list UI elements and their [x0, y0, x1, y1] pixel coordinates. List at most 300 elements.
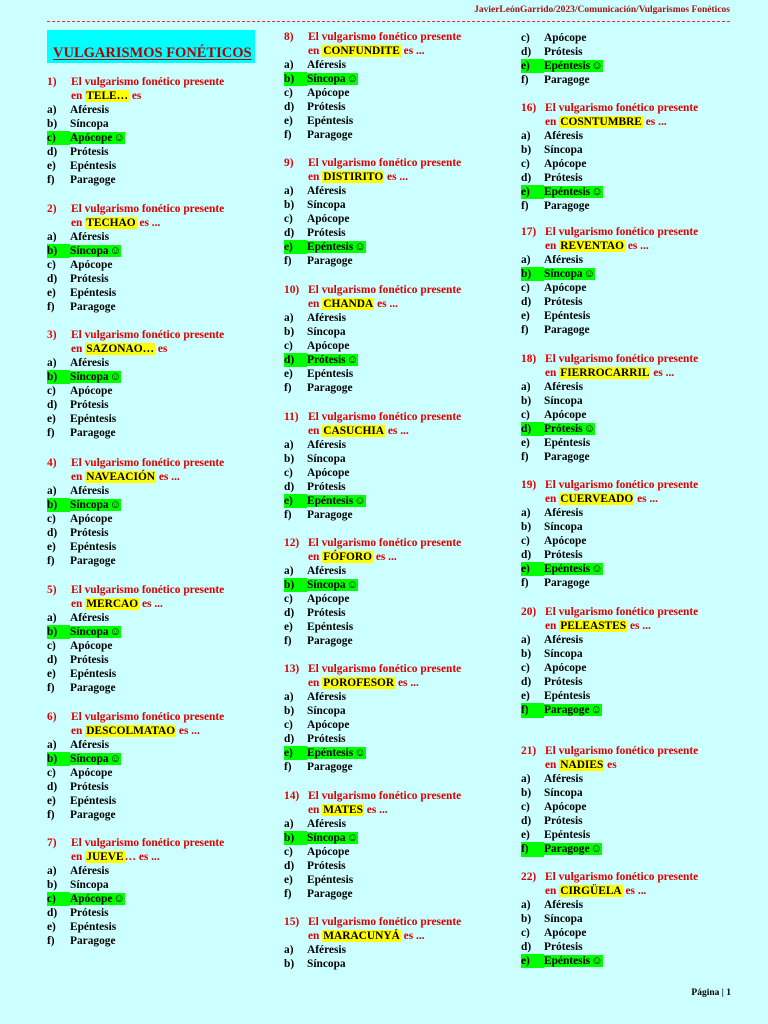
option: [521, 786, 761, 800]
option: [521, 534, 761, 548]
option: [47, 426, 287, 440]
option-letter: f): [284, 129, 292, 142]
smiley-icon: ☺: [346, 354, 359, 367]
option: [47, 286, 287, 300]
question-prefix: El vulgarismo fonético presente: [71, 837, 225, 849]
option-label: Prótesis: [70, 146, 109, 159]
option-label: Aféresis: [70, 104, 110, 116]
option-label: Síncopa: [307, 326, 346, 339]
option: [521, 828, 761, 842]
option: [521, 800, 761, 814]
option-letter: a): [284, 565, 294, 577]
option-letter: e): [521, 437, 530, 450]
option-letter: a): [521, 130, 531, 142]
option-label: Epéntesis: [70, 160, 117, 173]
option-label: Prótesis: [307, 227, 346, 240]
question-tail: es ...: [385, 425, 409, 437]
option: [521, 143, 761, 157]
option-letter: d): [284, 227, 295, 240]
option-correct: [47, 370, 287, 384]
option-letter: c): [284, 213, 293, 226]
option: [284, 859, 524, 873]
smiley-icon: ☺: [354, 241, 366, 254]
question-text-continued: en SAZONAO… es: [71, 343, 168, 355]
option-label: Aféresis: [307, 59, 347, 71]
option-letter: a): [521, 254, 531, 266]
option-label: Síncopa: [544, 648, 583, 661]
option-letter: b): [521, 521, 532, 534]
option-correct: [521, 267, 761, 281]
option-letter: e): [284, 115, 293, 128]
option-letter: a): [284, 818, 294, 830]
option: [521, 814, 761, 828]
smiley-icon: ☺: [590, 704, 603, 717]
question-text-continued: en MERCAO es ...: [71, 598, 163, 610]
option-correct: [47, 625, 287, 639]
option-correct: [47, 131, 287, 145]
question-text: [284, 283, 524, 297]
option: [284, 226, 524, 240]
option-letter: b): [521, 913, 532, 926]
option-label: Apócope: [544, 662, 587, 675]
option-label: Prótesis: [544, 46, 583, 59]
option-letter: d): [521, 172, 532, 185]
option: [47, 738, 287, 752]
question-prefix: El vulgarismo fonético presente: [71, 329, 225, 341]
highlighted-word: CIRGÜELA: [560, 885, 622, 897]
option: [284, 86, 524, 100]
question-number: 19): [521, 479, 537, 491]
option: [284, 704, 524, 718]
question-text-continued: en FÓFORO es ...: [308, 551, 397, 563]
question-text: [47, 836, 287, 850]
option-correct: [521, 562, 761, 576]
option-label: Apócope: [544, 535, 587, 548]
option-letter: e): [47, 795, 56, 808]
question-tail: es ...: [176, 725, 200, 737]
option: [521, 772, 761, 786]
option: [47, 540, 287, 554]
option: [284, 367, 524, 381]
highlighted-word: FÓFORO: [323, 551, 372, 563]
smiley-icon: ☺: [583, 268, 596, 281]
option: [47, 526, 287, 540]
option-label: Apócope: [544, 158, 587, 171]
option: [521, 157, 761, 171]
option-label: Síncopa: [544, 144, 583, 157]
question-number: 15): [284, 916, 300, 928]
question-tail: es ...: [372, 551, 397, 563]
option-letter: b): [47, 118, 58, 131]
option-letter: d): [284, 733, 295, 746]
option-label: Epéntesis: [544, 310, 591, 323]
option: [284, 438, 524, 452]
option-label: Síncopa: [70, 626, 109, 639]
option-label: Apócope: [307, 719, 350, 732]
option-label: Epéntesis: [70, 541, 117, 554]
option: [521, 647, 761, 661]
option-correct: [284, 240, 524, 254]
option-letter: f): [521, 74, 529, 87]
highlighted-word: SAZONAO…: [86, 343, 154, 355]
option-label: Aféresis: [544, 130, 584, 142]
option-label: Prótesis: [544, 423, 583, 436]
option-label: Apócope: [307, 340, 350, 353]
option-label: Síncopa: [307, 705, 346, 718]
option-label: Apócope: [544, 282, 587, 295]
option-correct: [521, 954, 761, 968]
option: [47, 145, 287, 159]
question-tail: es ...: [363, 804, 388, 816]
question-text-continued: en DESCOLMATAO es ...: [71, 725, 200, 737]
question-text-continued: en REVENTAO es ...: [545, 240, 649, 252]
question-block: [47, 75, 287, 188]
option-label: Prótesis: [307, 607, 346, 620]
option-label: Epéntesis: [307, 368, 354, 381]
option-letter: e): [47, 541, 56, 554]
question-number: 22): [521, 871, 537, 883]
option-letter: b): [521, 144, 532, 157]
smiley-icon: ☺: [583, 423, 596, 436]
option: [521, 73, 761, 87]
question-text: [521, 744, 761, 758]
question-text: [47, 583, 287, 597]
highlighted-word: NADIES: [560, 759, 604, 771]
option-letter: f): [521, 703, 544, 717]
option-label: Apócope: [70, 259, 113, 272]
option: [47, 173, 287, 187]
option-label: Aféresis: [70, 485, 110, 497]
option-label: Aféresis: [307, 439, 347, 451]
option-letter: b): [284, 705, 295, 718]
option-letter: f): [284, 509, 292, 522]
option-letter: e): [521, 185, 544, 199]
option-label: Epéntesis: [544, 829, 591, 842]
option-label: Aféresis: [307, 944, 347, 956]
option: [284, 690, 524, 704]
smiley-icon: ☺: [109, 753, 122, 766]
option-label: Síncopa: [307, 832, 346, 845]
option-letter: c): [521, 662, 530, 675]
highlighted-word: MERCAO: [86, 598, 139, 610]
option: [284, 480, 524, 494]
option: [47, 103, 287, 117]
option: [284, 325, 524, 339]
option-letter: c): [284, 340, 293, 353]
question-number: 14): [284, 790, 300, 802]
question-text-continued: en NAVEACIÓN es ...: [71, 471, 180, 483]
option-correct: [284, 72, 524, 86]
option-letter: b): [284, 578, 307, 592]
option-label: Prótesis: [70, 907, 109, 920]
highlighted-word: TELE…: [86, 90, 129, 102]
option-label: Aféresis: [70, 357, 110, 369]
option: [47, 258, 287, 272]
option-letter: c): [47, 131, 70, 145]
option-letter: e): [284, 494, 307, 508]
option-label: Epéntesis: [544, 690, 591, 703]
question-tail: es ...: [374, 298, 398, 310]
option-label: Prótesis: [70, 399, 109, 412]
question-number: 10): [284, 284, 300, 296]
option-letter: f): [47, 682, 55, 695]
question-text: [284, 30, 524, 44]
question-block: [284, 410, 524, 523]
option: [47, 554, 287, 568]
question-text: [521, 225, 761, 239]
smiley-icon: ☺: [354, 747, 366, 760]
option-label: Aféresis: [307, 185, 347, 197]
highlighted-word: CHANDA: [323, 298, 374, 310]
option-letter: b): [284, 199, 295, 212]
smiley-icon: ☺: [346, 73, 359, 86]
highlighted-word: REVENTAO: [560, 240, 624, 252]
question-text-continued: en TELE… es: [71, 90, 142, 102]
option: [47, 159, 287, 173]
option-letter: b): [47, 244, 70, 258]
option: [284, 452, 524, 466]
option: [521, 912, 761, 926]
option-label: Apócope: [307, 846, 350, 859]
option-letter: f): [47, 935, 55, 948]
question-number: 9): [284, 157, 294, 169]
option-letter: a): [47, 865, 57, 877]
option-letter: b): [284, 831, 307, 845]
highlighted-word: TECHAO: [86, 217, 136, 229]
option-label: Paragoge: [544, 577, 590, 590]
option-label: Prótesis: [544, 296, 583, 309]
question-number: 12): [284, 537, 300, 549]
option: [521, 675, 761, 689]
option: [47, 681, 287, 695]
question-prefix: El vulgarismo fonético presente: [308, 537, 462, 549]
option: [521, 380, 761, 394]
option-label: Apócope: [70, 513, 113, 526]
option-label: Prótesis: [70, 781, 109, 794]
option-letter: e): [521, 562, 544, 576]
question-prefix: El vulgarismo fonético presente: [308, 790, 462, 802]
option-letter: d): [521, 815, 532, 828]
option-letter: d): [47, 273, 58, 286]
option-letter: b): [521, 395, 532, 408]
option-label: Paragoge: [544, 704, 590, 717]
option-label: Síncopa: [544, 268, 583, 281]
option: [521, 309, 761, 323]
option: [47, 356, 287, 370]
option-letter: a): [47, 104, 57, 116]
question-block: [47, 328, 287, 441]
option-label: Paragoge: [307, 635, 353, 648]
option: [284, 466, 524, 480]
option-letter: a): [284, 691, 294, 703]
option-label: Paragoge: [70, 301, 116, 314]
option: [521, 295, 761, 309]
option: [284, 339, 524, 353]
question-text-continued: en PELEASTES es ...: [545, 620, 651, 632]
question-text-continued: en CUERVEADO es ...: [545, 493, 658, 505]
question-prefix: El vulgarismo fonético presente: [545, 479, 699, 491]
question-tail: es: [154, 343, 168, 355]
question-text: [521, 101, 761, 115]
option-letter: c): [521, 801, 530, 814]
question-text-continued: en MARACUNYÁ es ...: [308, 930, 425, 942]
question-text-continued: en CONFUNDITE es ...: [308, 45, 425, 57]
option-label: Síncopa: [307, 579, 346, 592]
option-label: Aféresis: [70, 612, 110, 624]
question-number: 5): [47, 584, 57, 596]
option-letter: f): [47, 809, 55, 822]
option: [521, 633, 761, 647]
option-letter: a): [47, 612, 57, 624]
option-letter: c): [47, 513, 56, 526]
option: [284, 564, 524, 578]
option-letter: b): [47, 498, 70, 512]
option-label: Apócope: [70, 132, 113, 145]
option-label: Paragoge: [307, 888, 353, 901]
option-label: Apócope: [70, 767, 113, 780]
question-text: [47, 456, 287, 470]
option: [521, 129, 761, 143]
option-letter: a): [521, 634, 531, 646]
option-letter: e): [284, 621, 293, 634]
option-label: Aféresis: [70, 739, 110, 751]
option-letter: e): [47, 160, 56, 173]
option: [284, 887, 524, 901]
smiley-icon: ☺: [346, 579, 359, 592]
question-tail: es ...: [634, 493, 658, 505]
option-label: Paragoge: [70, 174, 116, 187]
option: [47, 878, 287, 892]
question-number: 20): [521, 606, 537, 618]
option: [521, 45, 761, 59]
question-prefix: El vulgarismo fonético presente: [545, 871, 699, 883]
question-tail: es: [604, 759, 617, 771]
option: [521, 31, 761, 45]
option-letter: f): [284, 888, 292, 901]
option: [521, 408, 761, 422]
option-label: Aféresis: [70, 865, 110, 877]
option-label: Paragoge: [544, 200, 590, 213]
question-prefix: El vulgarismo fonético presente: [308, 284, 462, 296]
option-label: Aféresis: [307, 691, 347, 703]
option-correct: [521, 59, 761, 73]
option-label: Aféresis: [307, 312, 347, 324]
option: [521, 450, 761, 464]
option-label: Prótesis: [544, 676, 583, 689]
option: [47, 117, 287, 131]
question-block: [521, 352, 761, 465]
option-letter: e): [521, 954, 544, 968]
option-correct: [521, 842, 761, 856]
highlighted-word: CUERVEADO: [560, 493, 634, 505]
question-prefix: El vulgarismo fonético presente: [71, 711, 225, 723]
option-letter: e): [284, 368, 293, 381]
option: [47, 808, 287, 822]
option-letter: a): [284, 312, 294, 324]
question-number: 21): [521, 745, 537, 757]
option: [47, 398, 287, 412]
option-label: Síncopa: [70, 245, 109, 258]
option-label: Epéntesis: [70, 921, 117, 934]
option-label: Epéntesis: [544, 186, 591, 199]
option: [47, 384, 287, 398]
question-text-continued: en CHANDA es ...: [308, 298, 398, 310]
option-letter: b): [47, 370, 70, 384]
option-letter: f): [47, 555, 55, 568]
option-letter: d): [47, 781, 58, 794]
option: [521, 394, 761, 408]
option-label: Paragoge: [307, 382, 353, 395]
option-letter: e): [47, 921, 56, 934]
option-label: Síncopa: [544, 913, 583, 926]
option-letter: d): [521, 422, 544, 436]
option: [284, 845, 524, 859]
option-label: Apócope: [544, 409, 587, 422]
option: [284, 508, 524, 522]
option-letter: f): [284, 382, 292, 395]
option-label: Aféresis: [544, 254, 584, 266]
option-label: Síncopa: [307, 453, 346, 466]
option-letter: b): [284, 72, 307, 86]
option: [521, 520, 761, 534]
option-label: Paragoge: [544, 324, 590, 337]
option-letter: a): [284, 944, 294, 956]
question-text: [47, 328, 287, 342]
option-letter: b): [521, 787, 532, 800]
option-letter: c): [521, 927, 530, 940]
option-letter: a): [284, 185, 294, 197]
option-letter: b): [521, 648, 532, 661]
question-text: [521, 870, 761, 884]
option-letter: f): [284, 761, 292, 774]
option-label: Síncopa: [544, 787, 583, 800]
highlighted-word: COSNTUMBRE: [560, 116, 642, 128]
option-letter: b): [284, 326, 295, 339]
option: [284, 198, 524, 212]
option: [47, 412, 287, 426]
option-label: Paragoge: [70, 427, 116, 440]
option-label: Prótesis: [544, 941, 583, 954]
question-block: [521, 225, 761, 338]
option-label: Prótesis: [70, 654, 109, 667]
option-letter: d): [284, 101, 295, 114]
question-number: 2): [47, 203, 57, 215]
option-label: Prótesis: [544, 549, 583, 562]
smiley-icon: ☺: [109, 245, 122, 258]
option-label: Prótesis: [307, 733, 346, 746]
option: [284, 311, 524, 325]
option-letter: d): [521, 941, 532, 954]
smiley-icon: ☺: [591, 186, 603, 199]
question-text-continued: en TECHAO es ...: [71, 217, 161, 229]
question-block: [284, 156, 524, 269]
option: [521, 171, 761, 185]
option-label: Aféresis: [544, 507, 584, 519]
smiley-icon: ☺: [113, 893, 126, 906]
smiley-icon: ☺: [109, 626, 122, 639]
smiley-icon: ☺: [109, 371, 122, 384]
option-label: Síncopa: [307, 199, 346, 212]
question-number: 4): [47, 457, 57, 469]
highlighted-word: CASUCHIA: [323, 425, 385, 437]
option-letter: e): [521, 690, 530, 703]
option-correct: [47, 244, 287, 258]
option-letter: f): [47, 301, 55, 314]
option-letter: c): [521, 409, 530, 422]
option: [47, 611, 287, 625]
option-letter: d): [284, 481, 295, 494]
question-text: [284, 662, 524, 676]
